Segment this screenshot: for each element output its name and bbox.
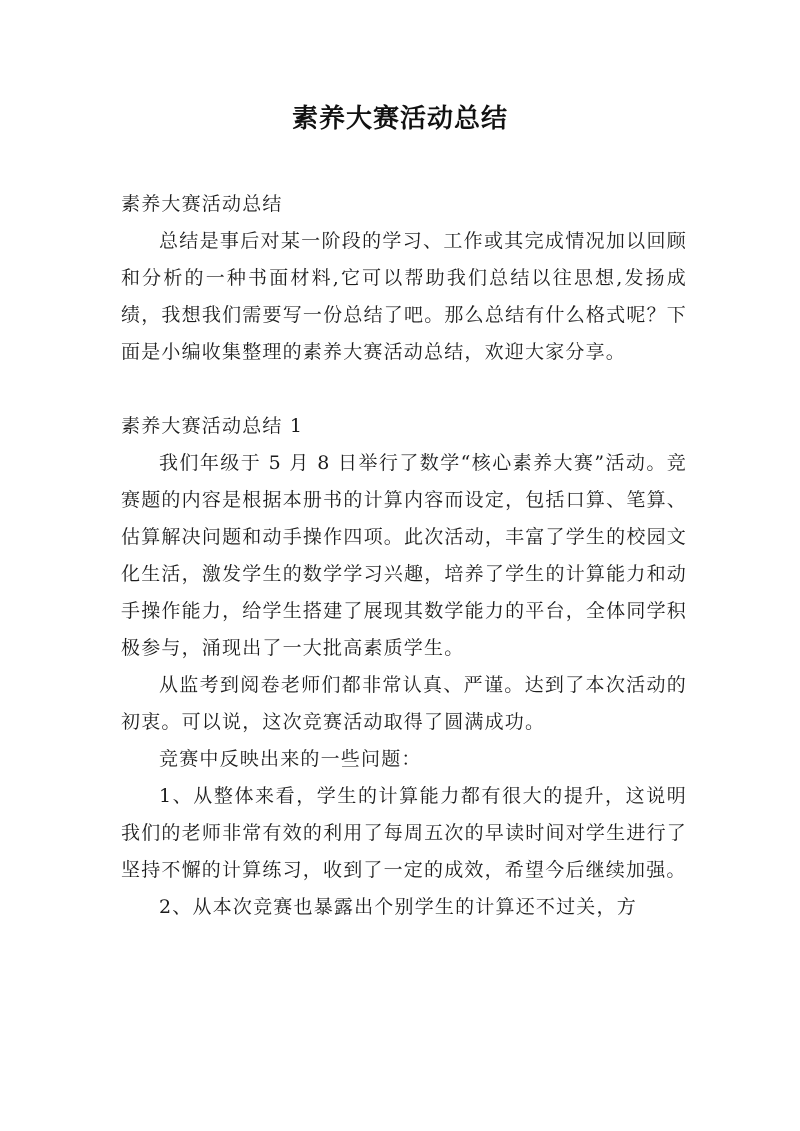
section-1-paragraph-3: 竞赛中反映出来的一些问题： — [159, 748, 422, 770]
section-spacer — [121, 371, 687, 408]
section-1-paragraph-1: 我们年级于 5 月 8 日举行了数学“核心素养大赛”活动。竞赛题的内容是根据本册书的计算内容而设定，包括口算、笔算、估算解决问题和动手操作四项。此次活动，丰富了学生的校园文化生活，激发学生的数学学习兴趣，培养了学生的计算能力和动手操作能力，给学生搭建了展现其数学能力的平台，全体同学积极参与，涌现出了一大批高素质学生。 — [121, 452, 687, 659]
document-body — [121, 186, 687, 926]
section-1-paragraph-2: 从监考到阅卷老师们都非常认真、严谨。达到了本次活动的初衷。可以说，这次竞赛活动取得了圆满成功。 — [121, 674, 687, 733]
section-1-paragraph-4: 1、从整体来看，学生的计算能力都有很大的提升，这说明我们的老师非常有效的利用了每周五次的早读时间对学生进行了坚持不懈的计算练习，收到了一定的成效，希望今后继续加强。 — [121, 785, 687, 881]
intro-heading: 素养大赛活动总结 — [121, 193, 283, 215]
section-1-paragraph-5: 2、从本次竞赛也暴露出个别学生的计算还不过关，方 — [159, 896, 637, 918]
section-1-heading: 素养大赛活动总结 1 — [121, 415, 304, 437]
page-title: 素养大赛活动总结 — [291, 104, 508, 134]
intro-paragraph: 总结是事后对某一阶段的学习、工作或其完成情况加以回顾和分析的一种书面材料,它可以帮助我们总结以往思想,发扬成绩，我想我们需要写一份总结了吧。那么总结有什么格式呢？下面是小编收集整理的素养大赛活动总结，欢迎大家分享。 — [121, 230, 687, 363]
